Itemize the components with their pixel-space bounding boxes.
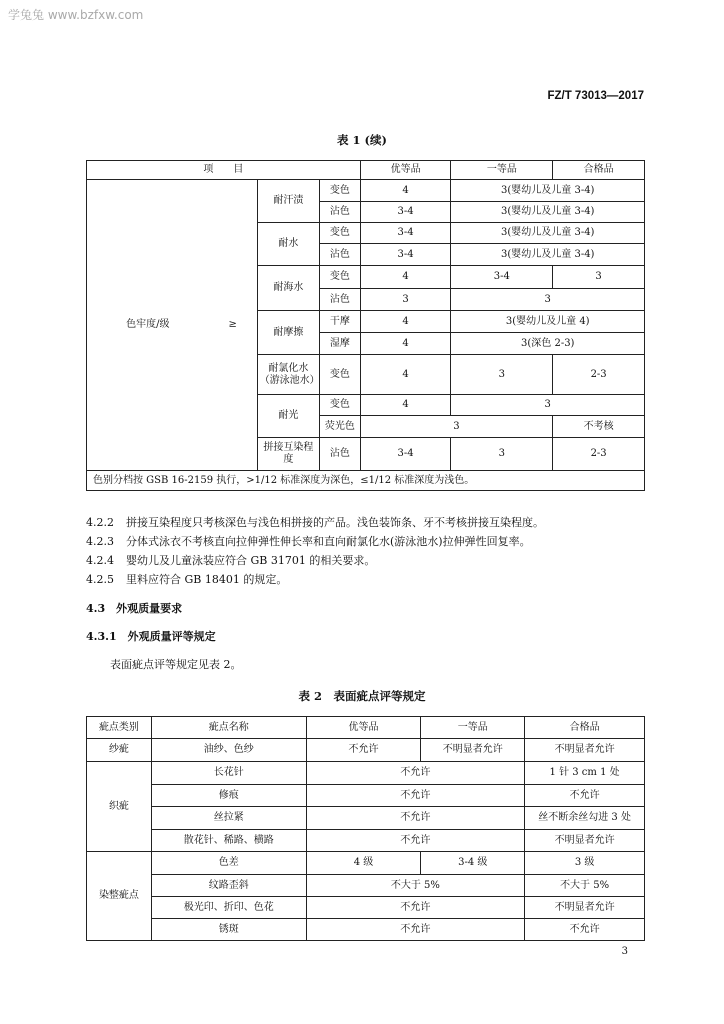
table-row <box>87 875 645 897</box>
cell: 3(婴幼儿及儿童 3-4) <box>451 223 645 244</box>
cell: 3-4 <box>360 244 451 266</box>
clause-number: 4.2.4 <box>86 554 114 567</box>
row-defect-name: 丝拉紧 <box>151 807 306 830</box>
row-category: 织疵 <box>87 762 152 852</box>
section-heading-4-3-1: 4.3.1 外观质量评等规定 <box>86 630 216 643</box>
header-category: 疵点类别 <box>87 717 152 739</box>
cell: 3 <box>553 266 645 289</box>
cell: 不允许 <box>306 830 525 852</box>
cell: 4 <box>360 355 451 395</box>
cell: 不允许 <box>306 739 421 762</box>
cell: 不明显者允许 <box>421 739 525 762</box>
table-row <box>87 180 645 202</box>
header-grade-1: 优等品 <box>306 717 421 739</box>
row-sub: 变色 <box>320 223 361 244</box>
cell: 3(婴幼儿及儿童 4) <box>451 311 645 333</box>
row-sub: 荧光色 <box>320 416 361 438</box>
table2-caption: 表 2 表面疵点评等规定 <box>298 689 426 703</box>
cell: 3 级 <box>525 852 645 875</box>
row-defect-name: 纹路歪斜 <box>151 875 306 897</box>
page-number: 3 <box>621 946 628 957</box>
standard-code: FZ/T 73013—2017 <box>547 90 644 102</box>
paragraph-4-2-5 <box>86 571 287 587</box>
group-label: 色牢度/级 <box>87 180 209 471</box>
row-defect-name: 色差 <box>151 852 306 875</box>
cell: 不允许 <box>306 785 525 807</box>
header-grade-3: 合格品 <box>553 161 645 180</box>
row-category: 染整疵点 <box>87 852 152 941</box>
cell: 不大于 5% <box>306 875 525 897</box>
cell: 1 针 3 cm 1 处 <box>525 762 645 785</box>
table-row <box>87 785 645 807</box>
header-item: 项 目 <box>87 161 361 180</box>
row-category: 耐摩擦 <box>257 311 319 355</box>
cell: 3 <box>451 438 553 471</box>
table-row <box>87 897 645 919</box>
row-sub: 沾色 <box>320 438 361 471</box>
row-defect-name: 极光印、折印、色花 <box>151 897 306 919</box>
row-defect-name: 长花针 <box>151 762 306 785</box>
cell: 2-3 <box>553 355 645 395</box>
paragraph-4-2-4 <box>86 552 375 568</box>
cell: 3 <box>451 355 553 395</box>
table-note: 色别分档按 GSB 16-2159 执行，>1/12 标准深度为深色，≤1/12 标准深度为浅色。 <box>87 471 645 491</box>
clause-text: 拼接互染程度只考核深色与浅色相拼接的产品。浅色装饰条、牙不考核拼接互染程度。 <box>126 516 544 529</box>
cell: 不明显者允许 <box>525 739 645 762</box>
cell: 4 <box>360 311 451 333</box>
row-sub: 沾色 <box>320 202 361 223</box>
header-grade-2: 一等品 <box>421 717 525 739</box>
row-category: 耐光 <box>257 395 319 438</box>
row-defect-name: 散花针、稀路、横路 <box>151 830 306 852</box>
row-defect-name: 油纱、色纱 <box>151 739 306 762</box>
cell: 不允许 <box>306 897 525 919</box>
clause-text: 分体式泳衣不考核直向拉伸弹性伸长率和直向耐氯化水(游泳池水)拉伸弹性回复率。 <box>126 535 531 548</box>
cell: 3(深色 2-3) <box>451 333 645 355</box>
header-defect-name: 疵点名称 <box>151 717 306 739</box>
cell: 3 <box>360 416 553 438</box>
cell: 3 <box>451 289 645 311</box>
row-sub: 变色 <box>320 395 361 416</box>
row-defect-name: 锈斑 <box>151 919 306 941</box>
cell: 4 <box>360 266 451 289</box>
clause-number: 4.2.5 <box>86 573 114 586</box>
cell: 3-4 级 <box>421 852 525 875</box>
cell: 不明显者允许 <box>525 897 645 919</box>
table-row <box>87 919 645 941</box>
cell: 3 <box>451 395 645 416</box>
table1-caption: 表 1 (续) <box>337 133 387 147</box>
cell: 2-3 <box>553 438 645 471</box>
row-category: 纱疵 <box>87 739 152 762</box>
cell: 4 <box>360 395 451 416</box>
cell: 丝不断余丝勾进 3 处 <box>525 807 645 830</box>
defect-grading-table <box>86 716 645 941</box>
clause-text: 婴幼儿及儿童泳装应符合 GB 31701 的相关要求。 <box>126 554 376 567</box>
row-category: 拼接互染程度 <box>257 438 319 471</box>
clause-number: 4.2.2 <box>86 516 114 529</box>
clause-number: 4.2.3 <box>86 535 114 548</box>
cell: 3(婴幼儿及儿童 3-4) <box>451 180 645 202</box>
paragraph-4-2-2 <box>86 514 544 530</box>
row-category: 耐海水 <box>257 266 319 311</box>
cell: 4 <box>360 180 451 202</box>
cell: 不考核 <box>553 416 645 438</box>
table-header-row <box>87 717 645 739</box>
paragraph-4-2-3 <box>86 533 531 549</box>
cell: 不明显者允许 <box>525 830 645 852</box>
cell: 不允许 <box>306 807 525 830</box>
cell: 不允许 <box>525 785 645 807</box>
row-sub: 变色 <box>320 355 361 395</box>
cell: 不允许 <box>306 762 525 785</box>
cell: 3 <box>360 289 451 311</box>
section-heading-4-3: 4.3 外观质量要求 <box>86 602 183 615</box>
table-row <box>87 807 645 830</box>
header-grade-1: 优等品 <box>360 161 451 180</box>
table-row <box>87 739 645 762</box>
row-sub: 湿摩 <box>320 333 361 355</box>
row-sub: 变色 <box>320 180 361 202</box>
cell: 4 级 <box>306 852 421 875</box>
row-category: 耐汗渍 <box>257 180 319 223</box>
intro-text: 表面疵点评等规定见表 2。 <box>110 658 242 671</box>
cell: 3-4 <box>360 223 451 244</box>
cell: 不允许 <box>525 919 645 941</box>
row-sub: 沾色 <box>320 244 361 266</box>
cell: 4 <box>360 333 451 355</box>
row-sub: 沾色 <box>320 289 361 311</box>
row-category: 耐水 <box>257 223 319 266</box>
header-grade-2: 一等品 <box>451 161 553 180</box>
watermark: 学兔兔 www.bzfxw.com <box>8 8 144 22</box>
clause-text: 里料应符合 GB 18401 的规定。 <box>126 573 288 586</box>
colorfastness-table <box>86 160 645 491</box>
cell: 3-4 <box>451 266 553 289</box>
cell: 不大于 5% <box>525 875 645 897</box>
header-grade-3: 合格品 <box>525 717 645 739</box>
cell: 3-4 <box>360 438 451 471</box>
cell: 3(婴幼儿及儿童 3-4) <box>451 202 645 223</box>
table-row <box>87 830 645 852</box>
table-row <box>87 852 645 875</box>
ge-symbol: ≥ <box>209 180 258 471</box>
row-sub: 干摩 <box>320 311 361 333</box>
table-header-row <box>87 161 645 180</box>
cell: 3-4 <box>360 202 451 223</box>
row-sub: 变色 <box>320 266 361 289</box>
row-category: 耐氯化水（游泳池水） <box>257 355 319 395</box>
cell: 不允许 <box>306 919 525 941</box>
cell: 3(婴幼儿及儿童 3-4) <box>451 244 645 266</box>
table-row <box>87 762 645 785</box>
row-defect-name: 修痕 <box>151 785 306 807</box>
table-note-row <box>87 471 645 491</box>
